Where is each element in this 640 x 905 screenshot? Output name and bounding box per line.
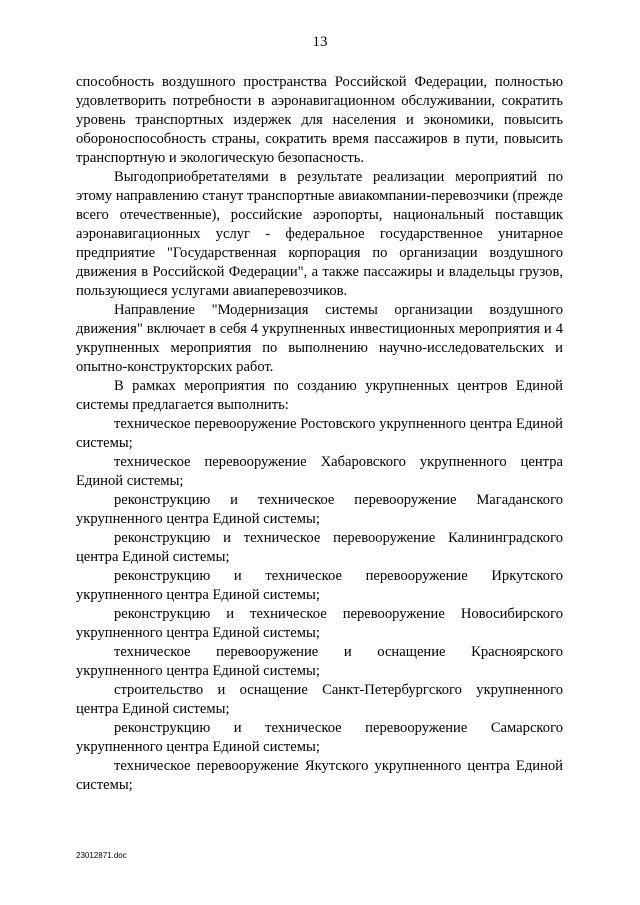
list-item: техническое перевооружение Хабаровского укрупненного центра Единой системы; — [76, 454, 563, 489]
paragraph: Направление "Модернизация системы организации воздушного движения" включает в себя 4 укрупненных инвестиционных мероприятия и 4 укрупненных мероприятия по выполнению научно-исследовательских и опытно-конструкторских работ. — [76, 302, 563, 375]
document-body — [76, 73, 563, 795]
list-item: техническое перевооружение Ростовского укрупненного центра Единой системы; — [76, 416, 563, 451]
paragraph: способность воздушного пространства Российской Федерации, полностью удовлетворить потребности в аэронавигационном обслуживании, сократить уровень транспортных издержек для населения и экономики, повысить обороноспособность страны, сократить время пассажиров в пути, повысить транспортную и экологическую безопасность. — [76, 74, 563, 166]
paragraph: Выгодоприобретателями в результате реализации мероприятий по этому направлению станут транспортные авиакомпании-перевозчики (прежде всего отечественные), российские аэропорты, национальный поставщик аэронавигационных услуг - федеральное государственное унитарное предприятие "Государственная корпорация по организации воздушного движения в Российской Федерации", а также пассажиры и владельцы грузов, пользующиеся услугами авиаперевозчиков. — [76, 169, 563, 299]
paragraph: В рамках мероприятия по созданию укрупненных центров Единой системы предлагается выполнить: — [76, 378, 563, 413]
list-item: реконструкцию и техническое перевооружение Самарского укрупненного центра Единой системы; — [76, 720, 563, 755]
list-item: реконструкцию и техническое перевооружение Магаданского укрупненного центра Единой системы; — [76, 492, 563, 527]
footer-filename: 23012871.doc — [76, 851, 127, 860]
list-item: реконструкцию и техническое перевооружение Калининградского центра Единой системы; — [76, 530, 563, 565]
page-number: 13 — [312, 34, 328, 50]
list-item: техническое перевооружение Якутского укрупненного центра Единой системы; — [76, 758, 563, 793]
list-item: реконструкцию и техническое перевооружение Иркутского укрупненного центра Единой системы; — [76, 568, 563, 603]
list-item: строительство и оснащение Санкт-Петербургского укрупненного центра Единой системы; — [76, 682, 563, 717]
list-item: реконструкцию и техническое перевооружение Новосибирского укрупненного центра Единой системы; — [76, 606, 563, 641]
list-item: техническое перевооружение и оснащение Красноярского укрупненного центра Единой системы; — [76, 644, 563, 679]
